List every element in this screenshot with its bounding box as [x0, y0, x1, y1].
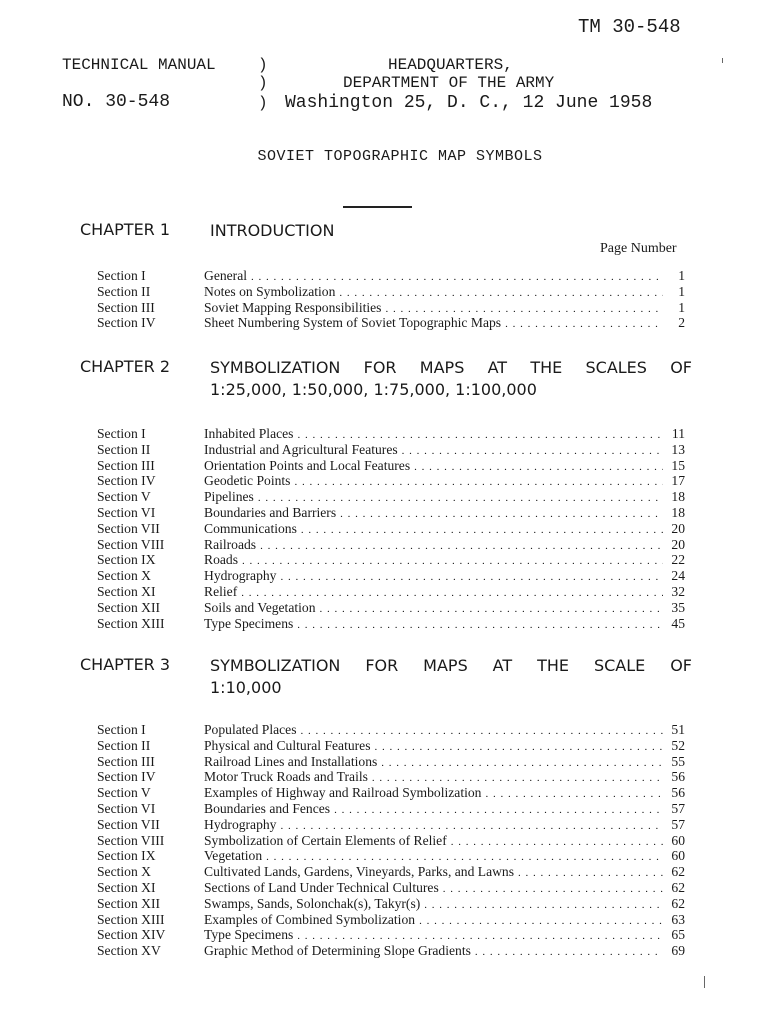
toc-row[interactable]	[97, 489, 685, 505]
page-number: 1	[678, 268, 685, 283]
toc-row[interactable]	[97, 521, 685, 537]
section-title: Populated Places	[204, 722, 297, 737]
toc-row[interactable]	[97, 880, 685, 896]
dot-leader	[297, 616, 663, 634]
page-number: 55	[671, 753, 685, 769]
page-number: 24	[671, 568, 685, 584]
section-number: Section VIII	[97, 536, 165, 552]
toc-row[interactable]	[97, 442, 685, 458]
page-number: 13	[671, 441, 685, 457]
page-number: 51	[671, 722, 685, 737]
section-title: Orientation Points and Local Features	[204, 457, 411, 473]
toc-row[interactable]	[97, 552, 685, 568]
chapter-title-line: INTRODUCTION	[210, 221, 335, 240]
chapter-2-label: CHAPTER 2	[80, 357, 171, 376]
toc-row[interactable]	[97, 754, 685, 770]
manual-number: NO. 30-548	[62, 92, 171, 112]
chapter-title-line: 1:25,000, 1:50,000, 1:75,000, 1:100,000	[210, 380, 537, 399]
toc-row[interactable]	[97, 769, 685, 785]
page-number: 69	[671, 943, 685, 959]
section-title: Motor Truck Roads and Trails	[204, 769, 368, 785]
header-bracket: )	[258, 94, 268, 112]
scan-mark	[722, 58, 723, 63]
section-title: Boundaries and Fences	[204, 800, 331, 816]
toc-row[interactable]	[97, 584, 685, 600]
section-title: General	[204, 268, 248, 283]
page-number: 56	[671, 785, 685, 801]
headquarters-label: HEADQUARTERS,	[388, 56, 513, 74]
toc-row[interactable]	[97, 268, 685, 284]
section-title: Soviet Mapping Responsibilities	[204, 299, 382, 315]
document-title: SOVIET TOPOGRAPHIC MAP SYMBOLS	[257, 148, 543, 165]
chapter-3-label: CHAPTER 3	[80, 655, 171, 674]
toc-row[interactable]	[97, 833, 685, 849]
dot-leader	[505, 315, 663, 333]
toc-row[interactable]	[97, 616, 685, 632]
toc-row[interactable]	[97, 300, 685, 316]
page-number: 20	[671, 536, 685, 552]
toc-row[interactable]	[97, 896, 685, 912]
section-title: Hydrography	[204, 568, 277, 584]
page-number: 32	[671, 583, 685, 599]
chapter-2-title	[210, 357, 692, 401]
technical-manual-label: TECHNICAL MANUAL	[62, 56, 216, 74]
header-bracket: )	[258, 56, 268, 74]
section-number: Section VII	[97, 520, 160, 536]
chapter-2-section-list	[97, 426, 685, 631]
page-number: 18	[671, 489, 685, 505]
section-number: Section II	[97, 283, 151, 299]
section-title: Type Specimens	[204, 927, 294, 943]
section-number: Section XI	[97, 583, 156, 599]
section-title: Physical and Cultural Features	[204, 737, 371, 753]
section-number: Section V	[97, 489, 151, 505]
chapter-3-section-list	[97, 722, 685, 959]
page-number: 18	[671, 504, 685, 520]
title-divider	[343, 206, 412, 208]
toc-row[interactable]	[97, 568, 685, 584]
page-number: 57	[671, 816, 685, 832]
toc-row[interactable]	[97, 284, 685, 300]
section-number: Section XII	[97, 599, 161, 615]
section-number: Section III	[97, 753, 155, 769]
toc-row[interactable]	[97, 537, 685, 553]
section-number: Section VIII	[97, 832, 165, 848]
section-title: Pipelines	[204, 489, 254, 505]
page-number: 2	[678, 315, 685, 331]
toc-row[interactable]	[97, 943, 685, 959]
chapter-1-label: CHAPTER 1	[80, 220, 171, 239]
section-number: Section IV	[97, 769, 156, 785]
page-number: 35	[671, 599, 685, 615]
issue-place-date: Washington 25, D. C., 12 June 1958	[285, 93, 653, 113]
section-title: Symbolization of Certain Elements of Relief	[204, 832, 447, 848]
section-title: Railroad Lines and Installations	[204, 753, 378, 769]
section-number: Section IX	[97, 552, 156, 568]
section-number: Section XII	[97, 895, 161, 911]
section-number: Section I	[97, 722, 146, 737]
section-title: Boundaries and Barriers	[204, 504, 337, 520]
page-number: 11	[671, 426, 685, 441]
page-number: 60	[671, 848, 685, 864]
section-number: Section XIII	[97, 615, 165, 631]
section-title: Type Specimens	[204, 615, 294, 631]
chapter-3-title	[210, 655, 692, 699]
section-title: Relief	[204, 583, 238, 599]
scan-mark	[704, 976, 705, 988]
section-number: Section VII	[97, 816, 160, 832]
section-number: Section II	[97, 441, 151, 457]
page-number: 60	[671, 832, 685, 848]
section-title: Cultivated Lands, Gardens, Vineyards, Parks, and Lawns	[204, 864, 515, 880]
section-number: Section I	[97, 426, 146, 441]
section-title: Communications	[204, 520, 297, 536]
section-title: Hydrography	[204, 816, 277, 832]
section-title: Industrial and Agricultural Features	[204, 441, 398, 457]
section-number: Section IV	[97, 473, 156, 489]
section-number: Section XIII	[97, 911, 165, 927]
section-title: Sheet Numbering System of Soviet Topographic Maps	[204, 315, 502, 331]
section-title: Soils and Vegetation	[204, 599, 316, 615]
section-title: Graphic Method of Determining Slope Gradients	[204, 943, 471, 959]
toc-row[interactable]	[97, 315, 685, 331]
section-title: Vegetation	[204, 848, 263, 864]
chapter-1-title	[210, 220, 692, 242]
section-number: Section IX	[97, 848, 156, 864]
section-number: Section XI	[97, 879, 156, 895]
document-number: TM 30-548	[578, 16, 681, 38]
toc-row[interactable]	[97, 473, 685, 489]
section-title: Inhabited Places	[204, 426, 294, 441]
toc-row[interactable]	[97, 927, 685, 943]
page-number: 20	[671, 520, 685, 536]
page-number: 1	[678, 299, 685, 315]
section-number: Section III	[97, 457, 155, 473]
chapter-1-section-list	[97, 268, 685, 331]
section-number: Section XV	[97, 943, 161, 959]
page-number: 17	[671, 473, 685, 489]
page-number: 15	[671, 457, 685, 473]
toc-row[interactable]	[97, 600, 685, 616]
chapter-title-line: SYMBOLIZATION FOR MAPS AT THE SCALES OF	[210, 358, 692, 377]
section-number: Section V	[97, 785, 151, 801]
page-number: 1	[678, 283, 685, 299]
section-number: Section X	[97, 864, 151, 880]
section-number: Section VI	[97, 800, 156, 816]
section-number: Section II	[97, 737, 151, 753]
section-title: Examples of Combined Symbolization	[204, 911, 416, 927]
page-number: 62	[671, 864, 685, 880]
toc-row[interactable]	[97, 912, 685, 928]
page-number: 65	[671, 927, 685, 943]
toc-row[interactable]	[97, 864, 685, 880]
page-number: 57	[671, 800, 685, 816]
page-number: 52	[671, 737, 685, 753]
toc-row[interactable]	[97, 458, 685, 474]
toc-row[interactable]	[97, 785, 685, 801]
section-title: Notes on Symbolization	[204, 283, 336, 299]
toc-row[interactable]	[97, 505, 685, 521]
department-label: DEPARTMENT OF THE ARMY	[343, 74, 555, 92]
toc-row[interactable]	[97, 722, 685, 738]
toc-row[interactable]	[97, 801, 685, 817]
section-number: Section VI	[97, 504, 156, 520]
page-number: 56	[671, 769, 685, 785]
page-number: 62	[671, 895, 685, 911]
chapter-title-line: 1:10,000	[210, 678, 282, 697]
page-number-heading: Page Number	[600, 241, 677, 256]
toc-row[interactable]	[97, 738, 685, 754]
section-number: Section IV	[97, 315, 156, 331]
section-title: Sections of Land Under Technical Cultures	[204, 879, 439, 895]
section-number: Section X	[97, 568, 151, 584]
section-number: Section XIV	[97, 927, 166, 943]
section-title: Roads	[204, 552, 238, 568]
toc-row[interactable]	[97, 817, 685, 833]
page-number: 22	[671, 552, 685, 568]
section-title: Examples of Highway and Railroad Symbolization	[204, 785, 482, 801]
section-title: Geodetic Points	[204, 473, 291, 489]
header-bracket: )	[258, 74, 268, 92]
page-number: 62	[671, 879, 685, 895]
section-title: Swamps, Sands, Solonchak(s), Takyr(s)	[204, 895, 421, 911]
section-title: Railroads	[204, 536, 257, 552]
toc-row[interactable]	[97, 848, 685, 864]
dot-leader	[475, 943, 663, 961]
page-number: 45	[671, 615, 685, 631]
chapter-title-line: SYMBOLIZATION FOR MAPS AT THE SCALE OF	[210, 656, 692, 675]
toc-row[interactable]	[97, 426, 685, 442]
section-number: Section I	[97, 268, 146, 283]
section-number: Section III	[97, 299, 155, 315]
page-number: 63	[671, 911, 685, 927]
